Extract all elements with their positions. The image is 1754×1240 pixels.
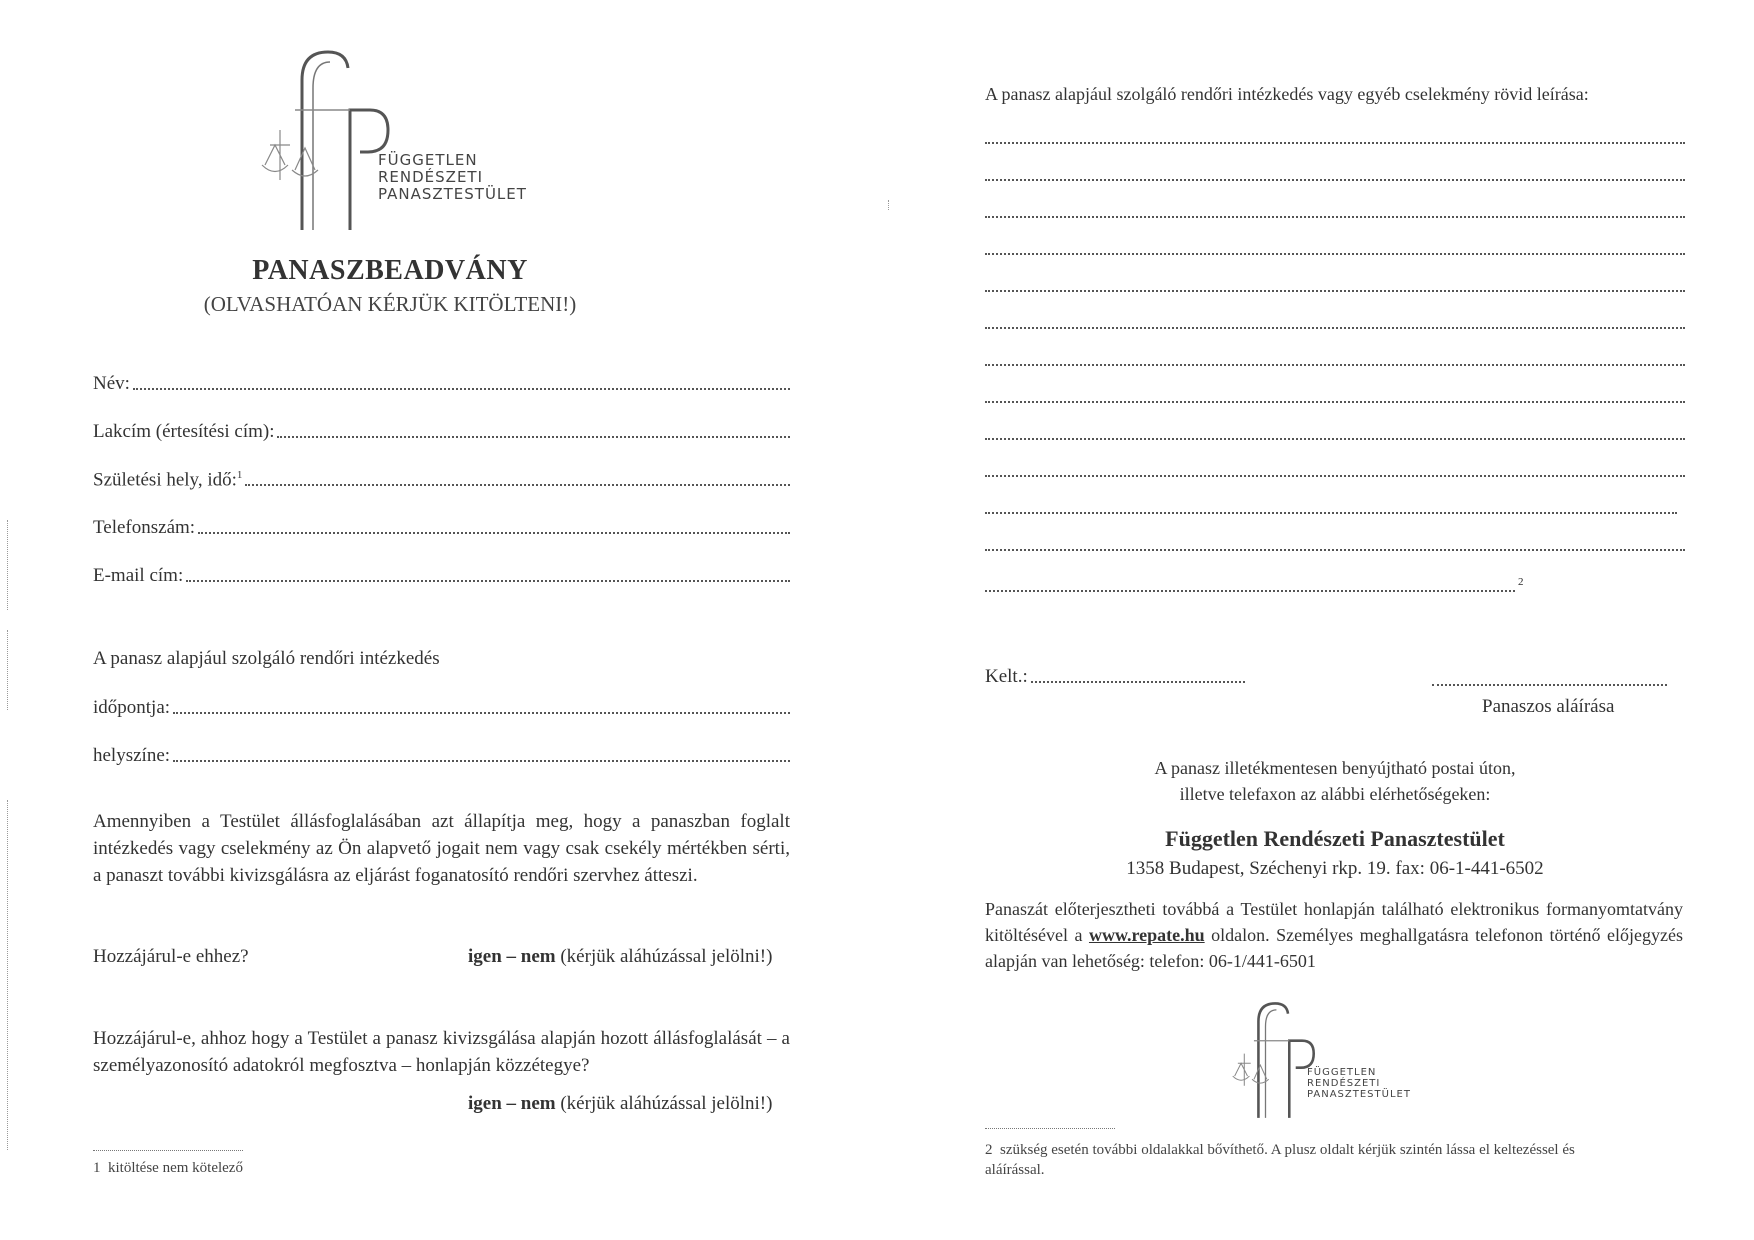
yes-no-option[interactable]: igen – nem — [468, 946, 556, 967]
postal-line: A panasz illetékmentesen benyújtható postai úton, — [1154, 758, 1516, 778]
consent-answer-2[interactable] — [468, 1093, 772, 1115]
logo-mark-icon — [1225, 995, 1315, 1125]
date-label: Kelt.: — [985, 666, 1028, 687]
yes-no-option[interactable]: igen – nem — [468, 1093, 556, 1114]
description-line[interactable] — [985, 549, 1685, 551]
description-line[interactable] — [985, 142, 1685, 144]
description-heading: A panasz alapjául szolgáló rendőri intézkedés vagy egyéb cselekmény rövid leírása: — [985, 84, 1589, 104]
logo — [250, 40, 550, 240]
description-line[interactable] — [985, 401, 1685, 403]
description-line[interactable] — [985, 179, 1685, 181]
page-subtitle: (OLVASHATÓAN KÉRJÜK KITÖLTENI!) — [203, 292, 577, 316]
name-label: Név: — [93, 373, 130, 394]
footnote-divider — [985, 1128, 1115, 1129]
logo-mark-icon — [250, 40, 390, 240]
place-label: helyszíne: — [93, 745, 171, 766]
footnote-ref: 2 — [1518, 576, 1524, 588]
footnote-2: 2 szükség esetén további oldalakkal bővíthető. A plusz oldalt kérjük szintén lássa el keltezéssel és aláírással. — [985, 1142, 1575, 1178]
description-line[interactable] — [985, 475, 1685, 477]
time-field[interactable] — [93, 697, 790, 719]
description-line[interactable] — [985, 438, 1685, 440]
phone-field[interactable] — [93, 517, 790, 539]
email-field[interactable] — [93, 565, 790, 587]
footnote-1: 1 kitöltése nem kötelező — [93, 1160, 243, 1176]
page-title: PANASZBEADVÁNY — [252, 255, 528, 286]
description-line[interactable] — [985, 590, 1515, 592]
description-line[interactable] — [985, 364, 1685, 366]
phone-label: Telefonszám: — [93, 517, 196, 538]
online-info-paragraph: Panaszát előterjesztheti továbbá a Testület honlapján található elektronikus formanyomtatvány kitöltésével a www.repate.hu oldalon. Személyes meghallgatásra telefonon történő előjegyzés alapján van lehetőség: telefon: 06-1/441-6501 — [985, 899, 1683, 971]
place-field[interactable] — [93, 745, 790, 767]
mark-hint: (kérjük aláhúzással jelölni!) — [560, 1093, 773, 1114]
email-label: E-mail cím: — [93, 565, 184, 586]
signature-label: Panaszos aláírása — [1482, 696, 1615, 717]
birth-field[interactable] — [93, 469, 790, 491]
address-field[interactable] — [93, 421, 790, 443]
description-line[interactable] — [985, 327, 1685, 329]
footnote-divider — [93, 1150, 243, 1151]
logo-small — [1225, 995, 1445, 1125]
margin-dots — [7, 800, 8, 1150]
postal-info — [985, 755, 1685, 807]
logo-line: RENDÉSZETI — [1307, 1078, 1381, 1090]
postal-line: illetve telefaxon az alábbi elérhetőségeken: — [1179, 784, 1491, 804]
margin-dots — [7, 630, 8, 710]
date-field[interactable] — [985, 666, 1245, 688]
org-name: Független Rendészeti Panasztestület — [1165, 826, 1505, 851]
birth-label: Születési hely, idő:$^1$ — [93, 469, 243, 491]
logo-line: RENDÉSZETI — [378, 167, 484, 186]
footnote-ref: 1 — [236, 469, 243, 481]
logo-line: FÜGGETLEN — [1307, 1067, 1377, 1078]
logo-line: PANASZTESTÜLET — [378, 184, 527, 203]
name-field[interactable] — [93, 373, 790, 395]
mark-hint: (kérjük aláhúzással jelölni!) — [560, 946, 773, 967]
gutter-mark — [888, 200, 889, 210]
org-address: 1358 Budapest, Széchenyi rkp. 19. fax: 06-1-441-6502 — [1126, 858, 1544, 879]
consent-answer-1[interactable] — [468, 946, 772, 968]
referral-paragraph: Amennyiben a Testület állásfoglalásában azt állapítja meg, hogy a panaszban foglalt intézkedés vagy cselekmény az Ön alapvető jogait nem vagy csak csekély mértékben sérti, a panaszt további kivizsgálásra az eljárást foganatosító rendőri szervhez átteszi. — [93, 811, 790, 886]
margin-dots — [7, 520, 8, 610]
consent-question-2: Hozzájárul-e, ahhoz hogy a Testület a panasz kivizsgálása alapján hozott állásfoglalását – a személyazonosító adatokról megfosztva – honlapján közzétegye? — [93, 1028, 790, 1076]
action-heading: A panasz alapjául szolgáló rendőri intézkedés — [93, 648, 440, 669]
logo-line: PANASZTESTÜLET — [1307, 1089, 1411, 1101]
description-line[interactable] — [985, 253, 1685, 255]
address-label: Lakcím (értesítési cím): — [93, 421, 275, 442]
consent-question-1: Hozzájárul-e ehhez? — [93, 946, 249, 967]
description-line[interactable] — [985, 512, 1677, 514]
description-line[interactable] — [985, 290, 1685, 292]
description-line[interactable] — [985, 216, 1685, 218]
website-link[interactable]: www.repate.hu — [1088, 925, 1205, 945]
signature-line[interactable] — [1432, 684, 1667, 686]
time-label: időpontja: — [93, 697, 171, 718]
logo-line: FÜGGETLEN — [378, 151, 478, 169]
